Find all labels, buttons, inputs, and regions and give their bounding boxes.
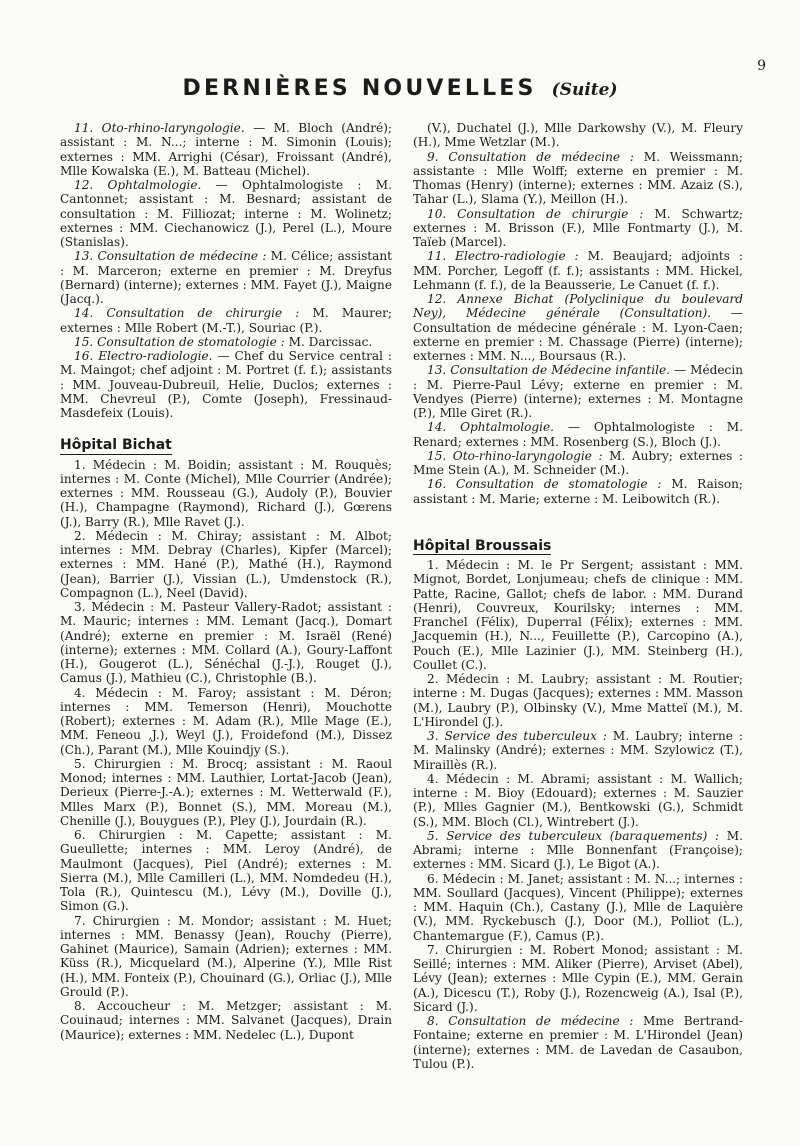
list-item — [60, 600, 392, 686]
list-item — [60, 828, 392, 914]
entry-text: Mme Bertrand-Fontaine; externe en premier : M. L'Hirondel (Jean) (interne); externes : MM. de Lavedan de Casaubon, Tulou (P.). — [413, 1014, 743, 1071]
entry-text: 1. Médecin : M. Boidin; assistant : M. Rouquès; internes : M. Conte (Michel), Mlle Courrier (Andrée); externes : MM. Rousseau (G.), Audoly (P.), Bouvier (H.), Champagne (Raymond), Richard (J.), Gœrens (J.), Barry (R.), Mlle Ravet (J.). — [60, 457, 392, 529]
title-suffix: (Suite) — [551, 80, 618, 100]
entry-lead: 10. Consultation de chirurgie : — [427, 206, 644, 221]
list-item — [60, 999, 392, 1042]
list-item — [413, 872, 743, 943]
list-item — [60, 757, 392, 828]
list-item — [60, 914, 392, 1000]
entry-text: — Médecin : M. Pierre-Paul Lévy; externe en premier : M. Vendyes (Pierre) (interne); externes : M. Montagne (P.), Mlle Giret (R.). — [413, 363, 743, 420]
entry-text: 5. Chirurgien : M. Brocq; assistant : M. Raoul Monod; internes : MM. Lauthier, Lortat-Jacob (Jean), Derieux (Pierre-J.-A.); externes : M. Wetterwald (F.), Mlles Marx (P.), Bonnet (S.), MM. Moreau (M.), Chenille (J.), Bouygues (P.), Pley (J.), Jourdain (R.). — [60, 756, 392, 828]
entry-text: M. Schwartz; externes : M. Brisson (F.), Mlle Fontmarty (J.), M. Taïeb (Marcel). — [413, 206, 743, 249]
entry-text: — M. Bloch (André); assistant : M. N...; interne : M. Simonin (Louis); externes : MM. Arrighi (César), Froissant (André), Mlle Kowalska (E.), M. Batteau (Michel). — [60, 121, 393, 178]
entry-text: M. Laubry; interne : M. Malinsky (André); externes : MM. Szylowicz (T.), Miraillès (R.). — [413, 729, 743, 772]
list-item — [413, 729, 743, 772]
entry-lead: 14. Consultation de chirurgie : — [74, 306, 300, 321]
entry-text: 8. Accoucheur : M. Metzger; assistant : M. Couinaud; internes : MM. Salvanet (Jacques), Drain (Maurice); externes : MM. Nedelec (L.), Dupont — [60, 999, 392, 1042]
entry-text: M. Abrami; interne : Mlle Bonnenfant (Françoise); externes : MM. Sicard (J.), Le Bigot (A.). — [413, 828, 743, 872]
entry-text: M. Maurer; externes : Mlle Robert (M.-T.), Souriac (P.). — [60, 306, 393, 335]
entry-lead: 5. Service des tuberculeux (baraquements) : — [427, 828, 720, 843]
page-number: 9 — [757, 58, 766, 74]
right-entries-broussais — [413, 558, 743, 1071]
entry-lead: 3. Service des tuberculeux : — [427, 729, 607, 743]
entry-lead: 16. Consultation de stomatologie : — [427, 477, 662, 492]
list-item — [413, 363, 743, 420]
entry-text: 6. Médecin : M. Janet; assistant : M. N...; internes : MM. Soullard (Jacques), Vincent (Philippe); externes : MM. Haquin (Ch.), Castany (J.), Mlle de Laquière (V.), MM. Ryckebusch (J.), Door (M.), Polliot (L.), Chantemargue (F.), Camus (P.). — [413, 871, 743, 943]
list-item — [413, 558, 743, 672]
entry-text: 4. Médecin : M. Faroy; assistant : M. Déron; internes : MM. Temerson (Henri), Mouchotte (Robert); externes : M. Adam (R.), Mlle Mage (E.), MM. Feneou ,J.), Weyl (J.), Froidefond (M.), Dissez (Ch.), Parant (M.), Mlle Kouindjy (S.). — [60, 685, 392, 757]
entry-text: 1. Médecin : M. le Pr Sergent; assistant : MM. Mignot, Bordet, Lonjumeau; chefs de clinique : MM. Patte, Racine, Gallot; chefs de labor. : MM. Durand (Henri), Couvreux, Kourilsky; internes : MM. Franchel (Félix), Duperral (Félix); externes : MM. Jacquemin (H.), N..., Feuillette (P.), Carcopino (A.), Pouch (E.), Mlle Lazinier (J.), MM. Steinberg (H.), Coullet (C.). — [413, 558, 743, 672]
list-item — [413, 150, 743, 207]
list-item — [413, 672, 743, 729]
entry-text: 7. Chirurgien : M. Robert Monod; assistant : M. Seillé; internes : MM. Aliker (Pierre), Arviset (Abel), Lévy (Jean); externes : Mlle Cypin (E.), MM. Gerain (A.), Dicescu (T.), Roby (J.), Rozencweig (A.), Isal (P.), Sicard (J.). — [413, 942, 743, 1014]
entry-lead: 12. Annexe Bichat (Polyclinique du boulevard Ney), Médecine générale (Consultation). — [413, 292, 743, 321]
title-text: DERNIÈRES NOUVELLES — [182, 76, 537, 101]
entry-text: — Ophtalmologiste : M. Renard; externes : MM. Rosenberg (S.), Bloch (J.). — [413, 420, 743, 449]
entry-lead: 8. Consultation de médecine : — [427, 1014, 634, 1028]
list-item — [60, 178, 392, 249]
list-item — [413, 829, 743, 872]
list-item — [60, 458, 392, 529]
entry-text: 2. Médecin : M. Chiray; assistant : M. Albot; internes : MM. Debray (Charles), Kipfer (Marcel); externes : MM. Hané (P.), Mathé (H.), Raymond (Jean), Barrier (J.), Vissian (L.), Umdenstock (R.), Compagnon (L.), Neel (David). — [60, 528, 392, 600]
entry-lead: 13. Consultation de Médecine infantile. — [427, 363, 670, 378]
entry-lead: 13. Consultation de médecine : — [74, 249, 267, 264]
list-item — [60, 249, 392, 306]
entry-text: 7. Chirurgien : M. Mondor; assistant : M. Huet; internes : MM. Benassy (Jean), Rouchy (Pierre), Gahinet (Maurice), Samain (Adrien); externes : MM. Küss (R.), Micquelard (M.), Alperine (Y.), Mlle Rist (H.), MM. Fonteix (P.), Chouinard (G.), Orliac (J.), Mlle Grould (P.). — [60, 913, 392, 999]
list-item — [413, 477, 743, 506]
entry-text: — Ophtalmologiste : M. Cantonnet; assistant : M. Besnard; assistant de consultation : M. Filliozat; interne : M. Wolinetz; externes : MM. Ciechanowicz (J.), Perel (L.), Moure (Stanislas). — [60, 178, 392, 249]
entry-text: M. Beaujard; adjoints : MM. Porcher, Legoff (f. f.); assistants : MM. Hickel, Lehmann (f. f.), de la Beausserie, Le Canuet (f. f.). — [413, 249, 743, 292]
left-column — [60, 121, 392, 1042]
left-entries-top — [60, 121, 392, 420]
entry-lead: 15. Consultation de stomatologie : — [74, 334, 285, 349]
entry-text: M. Aubry; externes : Mme Stein (A.), M. Schneider (M.). — [413, 448, 743, 477]
list-item — [60, 686, 392, 757]
list-item — [413, 207, 743, 250]
section-heading-broussais: Hôpital Broussais — [413, 537, 552, 554]
right-column — [413, 121, 743, 1071]
entry-text: 3. Médecin : M. Pasteur Vallery-Radot; assistant : M. Mauric; internes : MM. Lemant (Jacq.), Domart (André); externe en premier : M. Israël (René) (interne); externes : MM. Collard (A.), Goury-Laffont (H.), Gougerot (L.), Sénéchal (J.-J.), Rouget (J.), Camus (J.), Mathieu (C.), Christophle (B.). — [60, 600, 392, 686]
entry-text: M. Raison; assistant : M. Marie; externe : M. Leibowitch (R.). — [413, 477, 743, 506]
entry-text: 2. Médecin : M. Laubry; assistant : M. Routier; interne : M. Dugas (Jacques); externes : MM. Masson (M.), Laubry (P.), Olbinsky (V.), Mme Matteï (M.), M. L'Hirondel (J.). — [413, 672, 743, 729]
section-heading-bichat: Hôpital Bichat — [60, 437, 172, 454]
left-entries-bichat — [60, 458, 392, 1042]
list-item — [413, 772, 743, 829]
list-item — [413, 449, 743, 478]
list-item — [413, 292, 743, 363]
list-item — [60, 335, 392, 349]
entry-text: 6. Chirurgien : M. Capette; assistant : M. Gueullette; internes : MM. Leroy (André), de Maulmont (Jacques), Piel (André); externes : M. Sierra (M.), Mlle Camilleri (L.), MM. Nomdedeu (H.), Tola (R.), Quintescu (M.), Lévy (M.), Doville (J.), Simon (G.). — [60, 828, 392, 914]
entry-text: M. Darcissac. — [284, 334, 373, 349]
page-title — [0, 76, 800, 101]
entry-lead: 9. Consultation de médecine : — [427, 149, 634, 164]
list-item — [413, 121, 743, 150]
list-item — [413, 420, 743, 449]
list-item — [60, 349, 392, 420]
list-item — [413, 943, 743, 1014]
right-entries-top — [413, 121, 743, 506]
entry-lead: 11. Electro-radiologie : — [427, 249, 579, 264]
list-item — [60, 306, 392, 335]
entry-text: M. Célice; assistant : M. Marceron; externe en premier : M. Dreyfus (Bernard) (interne); externes : MM. Fayet (J.), Maigne (Jacq.). — [60, 249, 393, 306]
entry-text: — Chef du Service central : M. Maingot; chef adjoint : M. Portret (f. f.); assistants : MM. Jouveau-Dubreuil, Helie, Duclos; externes : MM. Chevreul (P.), Comte (Joseph), Fressinaud-Masdefeix (Louis). — [60, 349, 392, 420]
list-item — [413, 249, 743, 292]
list-item — [60, 121, 392, 178]
entry-text: (V.), Duchatel (J.), Mlle Darkowshy (V.), M. Fleury (H.), Mme Wetzlar (M.). — [413, 121, 743, 150]
entry-lead: 16. Electro-radiologie. — [74, 349, 213, 363]
list-item — [413, 1014, 743, 1071]
entry-lead: 12. Ophtalmologie. — [74, 178, 202, 192]
entry-text: — Consultation de médecine générale : M. Lyon-Caen; externe en premier : M. Chassage (Pierre) (interne); externes : MM. N..., Boursaus (R.). — [413, 306, 743, 363]
entry-lead: 15. Oto-rhino-laryngologie : — [427, 448, 603, 463]
entry-text: M. Weissmann; assistante : Mlle Wolff; externe en premier : M. Thomas (Henry) (interne); externes : MM. Azaiz (S.), Tahar (L.), Slama (Y.), Meillon (H.). — [413, 149, 743, 207]
entry-lead: 14. Ophtalmologie. — [427, 420, 554, 435]
entry-text: 4. Médecin : M. Abrami; assistant : M. Wallich; interne : M. Bioy (Edouard); externes : M. Sauzier (P.), Mlles Gagnier (M.), Bentkowski (G.), Schmidt (S.), MM. Bloch (Cl.), Wintrebert (J.). — [413, 771, 743, 829]
list-item — [60, 529, 392, 600]
entry-lead: 11. Oto-rhino-laryngologie. — [74, 121, 245, 135]
